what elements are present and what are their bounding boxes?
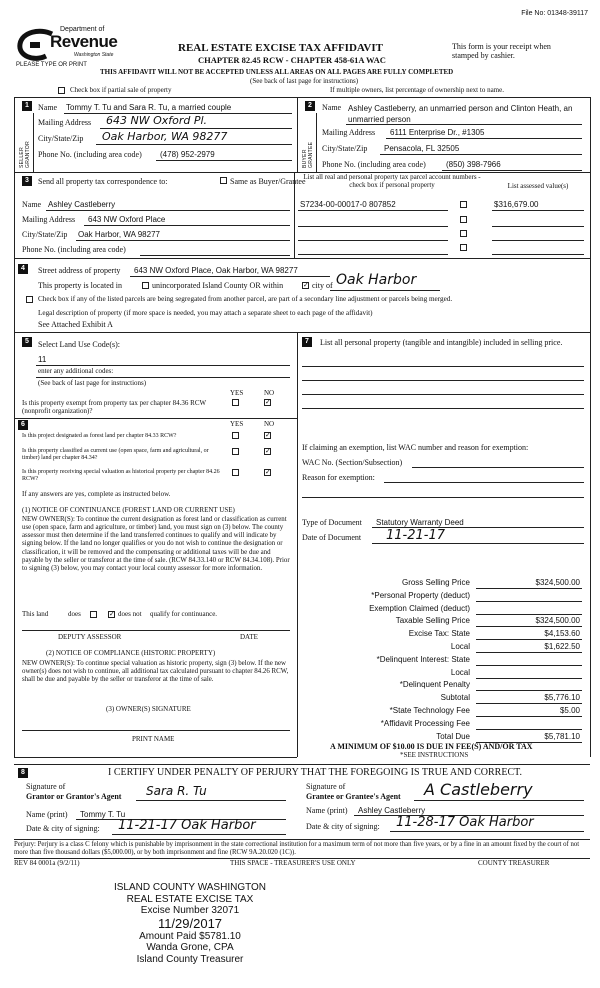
grantee-name-label: Name (print) — [306, 806, 348, 815]
partial-sale-checkbox[interactable] — [58, 87, 65, 94]
if-yes-instructions: If any answers are yes, complete as instructed below. — [22, 490, 171, 498]
form-warning: THIS AFFIDAVIT WILL NOT BE ACCEPTED UNLESS ALL AREAS ON ALL PAGES ARE FULLY COMPLETED — [100, 68, 454, 76]
corr-city: Oak Harbor, WA 98277 — [78, 230, 160, 239]
form-title: REAL ESTATE EXCISE TAX AFFIDAVIT — [178, 42, 383, 54]
tax-row-label: Taxable Selling Price — [395, 616, 470, 626]
see-instructions-note: *SEE INSTRUCTIONS — [400, 751, 469, 759]
seller-city: Oak Harbor, WA 98277 — [102, 130, 228, 143]
grantee-date-label: Date & city of signing: — [306, 822, 380, 831]
current-use-no-checkbox[interactable]: ✓ — [265, 447, 271, 455]
seller-mailing-label: Mailing Address — [38, 118, 92, 127]
personal-property-checkbox-4[interactable] — [460, 244, 467, 251]
notice2-title: (2) NOTICE OF COMPLIANCE (HISTORIC PROPERTY) — [46, 649, 216, 657]
segregated-checkbox[interactable] — [26, 296, 33, 303]
stamp-line-7: Island County Treasurer — [136, 953, 244, 965]
land-use-code: 11 — [38, 355, 47, 364]
does-label: does — [68, 610, 81, 618]
tax-row-label: *Affidavit Processing Fee — [380, 718, 470, 728]
stamp-line-2: REAL ESTATE EXCISE TAX — [126, 893, 254, 905]
personal-property-checkbox-2[interactable] — [460, 216, 467, 223]
same-as-buyer-checkbox[interactable] — [220, 177, 227, 184]
tax-row-value: $5.00 — [559, 706, 580, 715]
grantor-name: Tommy T. Tu — [80, 810, 126, 819]
reason-label: Reason for exemption: — [302, 473, 375, 482]
tax-row-label: Gross Selling Price — [401, 578, 470, 587]
forest-yes-checkbox[interactable] — [232, 432, 239, 439]
section-4-number: 4 — [18, 264, 28, 274]
file-number: File No: 01348-39117 — [521, 10, 588, 17]
washington-state: Washington State — [74, 52, 114, 58]
revenue-logo — [16, 24, 126, 66]
historical-no-checkbox[interactable]: ✓ — [265, 468, 271, 476]
notice1-body: NEW OWNER(S): To continue the current designation as forest land or classification as current use (open space, farm and agriculture, or timber) land, you must sign on (3) below. The county assessor must then determine if the land transferred continues to qualify and will indicate by signing below. If the land no longer qualifies or you do not wish to continue the designation or classification, it will be removed and the compensating or additional taxes will be due and payable by the seller or transferor at the time of sale. (RCW 84.33.140 or RCW 84.34.108). Prior to signing (3) below, you may contact your local county assessor for more information. — [22, 516, 290, 572]
seller-name-label: Name — [38, 103, 58, 112]
section-1-number: 1 — [22, 101, 32, 111]
grantee-signature: A Castleberry — [424, 780, 533, 799]
grantee-date-city: 11-28-17 Oak Harbor — [396, 815, 534, 830]
corr-mailing: 643 NW Oxford Place — [88, 215, 166, 224]
doc-date-label: Date of Document — [302, 533, 362, 542]
forest-question: Is this project designated as forest land per chapter 84.33 RCW? — [22, 433, 177, 439]
revenue-wordmark: Revenue — [50, 32, 118, 51]
does-not-checkbox[interactable]: ✓ — [109, 610, 115, 618]
current-use-question: Is this property classified as current use (open space, farm and agricultural, or timber) land per chapter 84.34? — [22, 448, 209, 461]
historical-question: Is this property receiving special valuation as historical property per chapter 84.26 RCW? — [22, 469, 220, 482]
tax-row-value: $5,781.10 — [544, 731, 580, 741]
tax-row-value: $324,500.00 — [535, 616, 580, 626]
see-back-instructions: (See back of last page for instructions) — [250, 77, 359, 85]
s6-no: NO — [264, 420, 275, 428]
stamp-line-1: ISLAND COUNTY WASHINGTON — [113, 882, 267, 893]
grantee-name: Ashley Castleberry — [358, 806, 426, 815]
county-treasurer: COUNTY TREASURER — [478, 859, 550, 867]
within-city-checkbox[interactable]: ✓ — [303, 281, 309, 289]
land-use-see-back: (See back of last page for instructions) — [38, 379, 147, 387]
does-not-label: does not — [118, 610, 142, 618]
tax-row-label: Excise Tax: State — [408, 629, 470, 639]
deputy-assessor-label: DEPUTY ASSESSOR — [58, 633, 122, 641]
grantee-sig-of: Signature of — [306, 782, 346, 791]
tax-row-value: $324,500.00 — [535, 578, 580, 587]
seller-mailing: 643 NW Oxford Pl. — [106, 114, 208, 127]
buyer-name: Ashley Castleberry, an unmarried person and Clinton Heath, an unmarried person — [348, 104, 573, 124]
buyer-phone-label: Phone No. (including area code) — [322, 160, 426, 169]
city-handwritten: Oak Harbor — [336, 272, 417, 288]
rev-number: REV 84 0001a (9/2/11) — [14, 859, 80, 867]
section-8-number: 8 — [18, 768, 28, 778]
additional-codes-label: enter any additional codes: — [38, 367, 114, 375]
corr-city-label: City/State/Zip — [22, 230, 68, 239]
type-or-print: PLEASE TYPE OR PRINT — [16, 62, 87, 68]
section-7-number: 7 — [302, 337, 312, 347]
grantor-date-label: Date & city of signing: — [26, 824, 100, 833]
buyer-mailing: 6111 Enterprise Dr., #1305 — [390, 128, 485, 137]
dept-of: Department of — [60, 26, 105, 33]
current-use-yes-checkbox[interactable] — [232, 448, 239, 455]
legal-label: Legal description of property (if more space is needed, you may attach a separate sheet to each page of the affidavit) — [38, 309, 373, 317]
tax-row-value: $5,776.10 — [544, 693, 580, 703]
deputy-date-label: DATE — [240, 633, 258, 641]
wac-label: WAC No. (Section/Subsection) — [302, 458, 403, 467]
personal-property-checkbox-1[interactable] — [460, 201, 467, 208]
doc-date: 11-21-17 — [386, 528, 446, 543]
exempt-no-checkbox[interactable]: ✓ — [265, 398, 271, 406]
grantor-signature: Sara R. Tu — [146, 784, 207, 798]
corr-phone-label: Phone No. (including area code) — [22, 245, 126, 254]
grantee-agent-label: Grantee or Grantee's Agent — [306, 792, 401, 801]
this-land-label: This land — [22, 610, 49, 618]
tax-row-label: *Delinquent Interest: State — [376, 654, 470, 664]
unincorporated-label: unincorporated Island County OR within — [152, 281, 284, 290]
grantor-sig-of: Signature of — [26, 782, 66, 791]
does-checkbox[interactable] — [90, 611, 97, 618]
multiple-owners-note: If multiple owners, list percentage of ownership next to name. — [330, 86, 504, 94]
personal-property-checkbox-3[interactable] — [460, 230, 467, 237]
personal-property-label: List all personal property (tangible and intangible) included in selling price. — [320, 338, 563, 347]
tax-row-label: Local — [450, 667, 470, 677]
land-use-label: Select Land Use Code(s): — [38, 340, 120, 349]
stamp-line-4: 11/29/2017 — [157, 915, 223, 931]
seller-name: Tommy T. Tu and Sara R. Tu, a married couple — [66, 103, 232, 112]
corr-mailing-label: Mailing Address — [22, 215, 76, 224]
notice1-title: (1) NOTICE OF CONTINUANCE (FOREST LAND OR CURRENT USE) — [22, 506, 235, 514]
section-3-number: 3 — [22, 176, 32, 186]
street-label: Street address of property — [38, 266, 121, 275]
property-street: 643 NW Oxford Place, Oak Harbor, WA 98277 — [134, 266, 298, 275]
parcels-header: List all real and personal property tax parcel account numbers - check box if personal property — [303, 173, 481, 189]
tax-row-label: Total Due — [436, 731, 470, 741]
buyer-mailing-label: Mailing Address — [322, 128, 376, 137]
partial-sale-label: Check box if partial sale of property — [70, 86, 172, 94]
tax-row-value: $1,622.50 — [544, 642, 580, 651]
print-name-label: PRINT NAME — [132, 735, 175, 743]
qualify-label: qualify for continuance. — [150, 610, 218, 618]
doc-type: Statutory Warranty Deed — [376, 518, 464, 527]
city-of-label: city of — [312, 281, 333, 290]
exempt-yes-checkbox[interactable] — [232, 399, 239, 406]
tax-row-label: *Delinquent Penalty — [399, 680, 470, 690]
section-6-number: 6 — [18, 420, 28, 430]
correspondence-label: Send all property tax correspondence to: — [38, 177, 168, 186]
seller-phone-label: Phone No. (including area code) — [38, 150, 142, 159]
notice2-body: NEW OWNER(S): To continue special valuation as historic property, sign (3) below. If the new owner(s) does not wish to continue, all additional tax calculated pursuant to chapter 84.26 RCW, shall be due and payable by the seller or transferor at the time of sale. — [22, 660, 289, 684]
grantor-agent-label: Grantor or Grantor's Agent — [26, 792, 122, 801]
tax-row-label: *State Technology Fee — [389, 706, 470, 715]
tax-row-label: *Personal Property (deduct) — [371, 590, 470, 600]
historical-yes-checkbox[interactable] — [232, 469, 239, 476]
section-2-number: 2 — [305, 101, 315, 111]
unincorporated-checkbox[interactable] — [142, 282, 149, 289]
grantor-name-label: Name (print) — [26, 810, 68, 819]
located-label: This property is located in — [38, 281, 122, 290]
segregated-label: Check box if any of the listed parcels are being segregated from another parcel, are part of a secondary line adjustment or parcels being merged. — [38, 295, 453, 303]
seller-side-label: SELLER GRANTOR — [19, 140, 31, 168]
seller-phone: (478) 952-2979 — [160, 150, 215, 159]
section-5-number: 5 — [22, 337, 32, 347]
grantor-date-city: 11-21-17 Oak Harbor — [118, 818, 256, 833]
parcel-number: S7234-00-00017-0 807852 — [300, 200, 396, 209]
treasurer-stamp — [100, 882, 280, 965]
stamp-line-3: Excise Number 32071 — [140, 905, 240, 916]
legal-value: See Attached Exhibit A — [38, 320, 113, 329]
buyer-city-label: City/State/Zip — [322, 144, 368, 153]
form-subtitle: CHAPTER 82.45 RCW - CHAPTER 458-61A WAC — [198, 55, 386, 65]
corr-name: Ashley Castleberry — [48, 200, 116, 209]
exemption-label: If claiming an exemption, list WAC number and reason for exemption: — [302, 443, 529, 452]
treasurer-space: THIS SPACE - TREASURER'S USE ONLY — [230, 859, 356, 867]
buyer-city: Pensacola, FL 32505 — [384, 144, 460, 153]
forest-no-checkbox[interactable]: ✓ — [265, 431, 271, 439]
seller-city-label: City/State/Zip — [38, 134, 84, 143]
minimum-fee-note: A MINIMUM OF $10.00 IS DUE IN FEE(S) AND/OR TAX — [330, 742, 533, 751]
certify-statement: I CERTIFY UNDER PENALTY OF PERJURY THAT THE FOREGOING IS TRUE AND CORRECT. — [108, 767, 522, 778]
receipt-note: This form is your receipt when stamped by cashier. — [452, 42, 551, 61]
tax-row-label: Subtotal — [440, 693, 470, 703]
perjury-note: Perjury: Perjury is a class C felony which is punishable by imprisonment in the state correctional institution for a maximum term of not more than five years, or by a fine in an amount fixed by the court of not more than five thousand dollars ($5,000.00), or by both imprisonment and fine (RCW 9A.20.020 (1C)). — [14, 841, 580, 857]
same-as-buyer-label: Same as Buyer/Grantee — [230, 177, 306, 186]
stamp-line-5: Amount Paid $5781.10 — [139, 930, 241, 942]
tax-row-label: Local — [450, 642, 470, 651]
owner-signature-label: (3) OWNER(S) SIGNATURE — [106, 705, 191, 713]
buyer-side-label: BUYER GRANTEE — [302, 141, 314, 168]
doc-type-label: Type of Document — [302, 518, 362, 527]
stamp-line-6: Wanda Grone, CPA — [146, 942, 234, 953]
buyer-name-label: Name — [322, 103, 342, 112]
s6-yes: YES — [230, 420, 244, 428]
land-use-no: NO — [264, 389, 275, 397]
land-use-yes: YES — [230, 389, 244, 397]
exempt-question: Is this property exempt from property tax per chapter 84.36 RCW (nonprofit organization)? — [22, 399, 206, 415]
corr-name-label: Name — [22, 200, 42, 209]
tax-row-value: $4,153.60 — [544, 629, 580, 639]
tax-row-label: Exemption Claimed (deduct) — [369, 603, 470, 613]
assessed-header: List assessed value(s) — [507, 182, 569, 190]
buyer-phone: (850) 398-7966 — [446, 160, 501, 169]
assessed-value: $316,679.00 — [494, 200, 539, 209]
